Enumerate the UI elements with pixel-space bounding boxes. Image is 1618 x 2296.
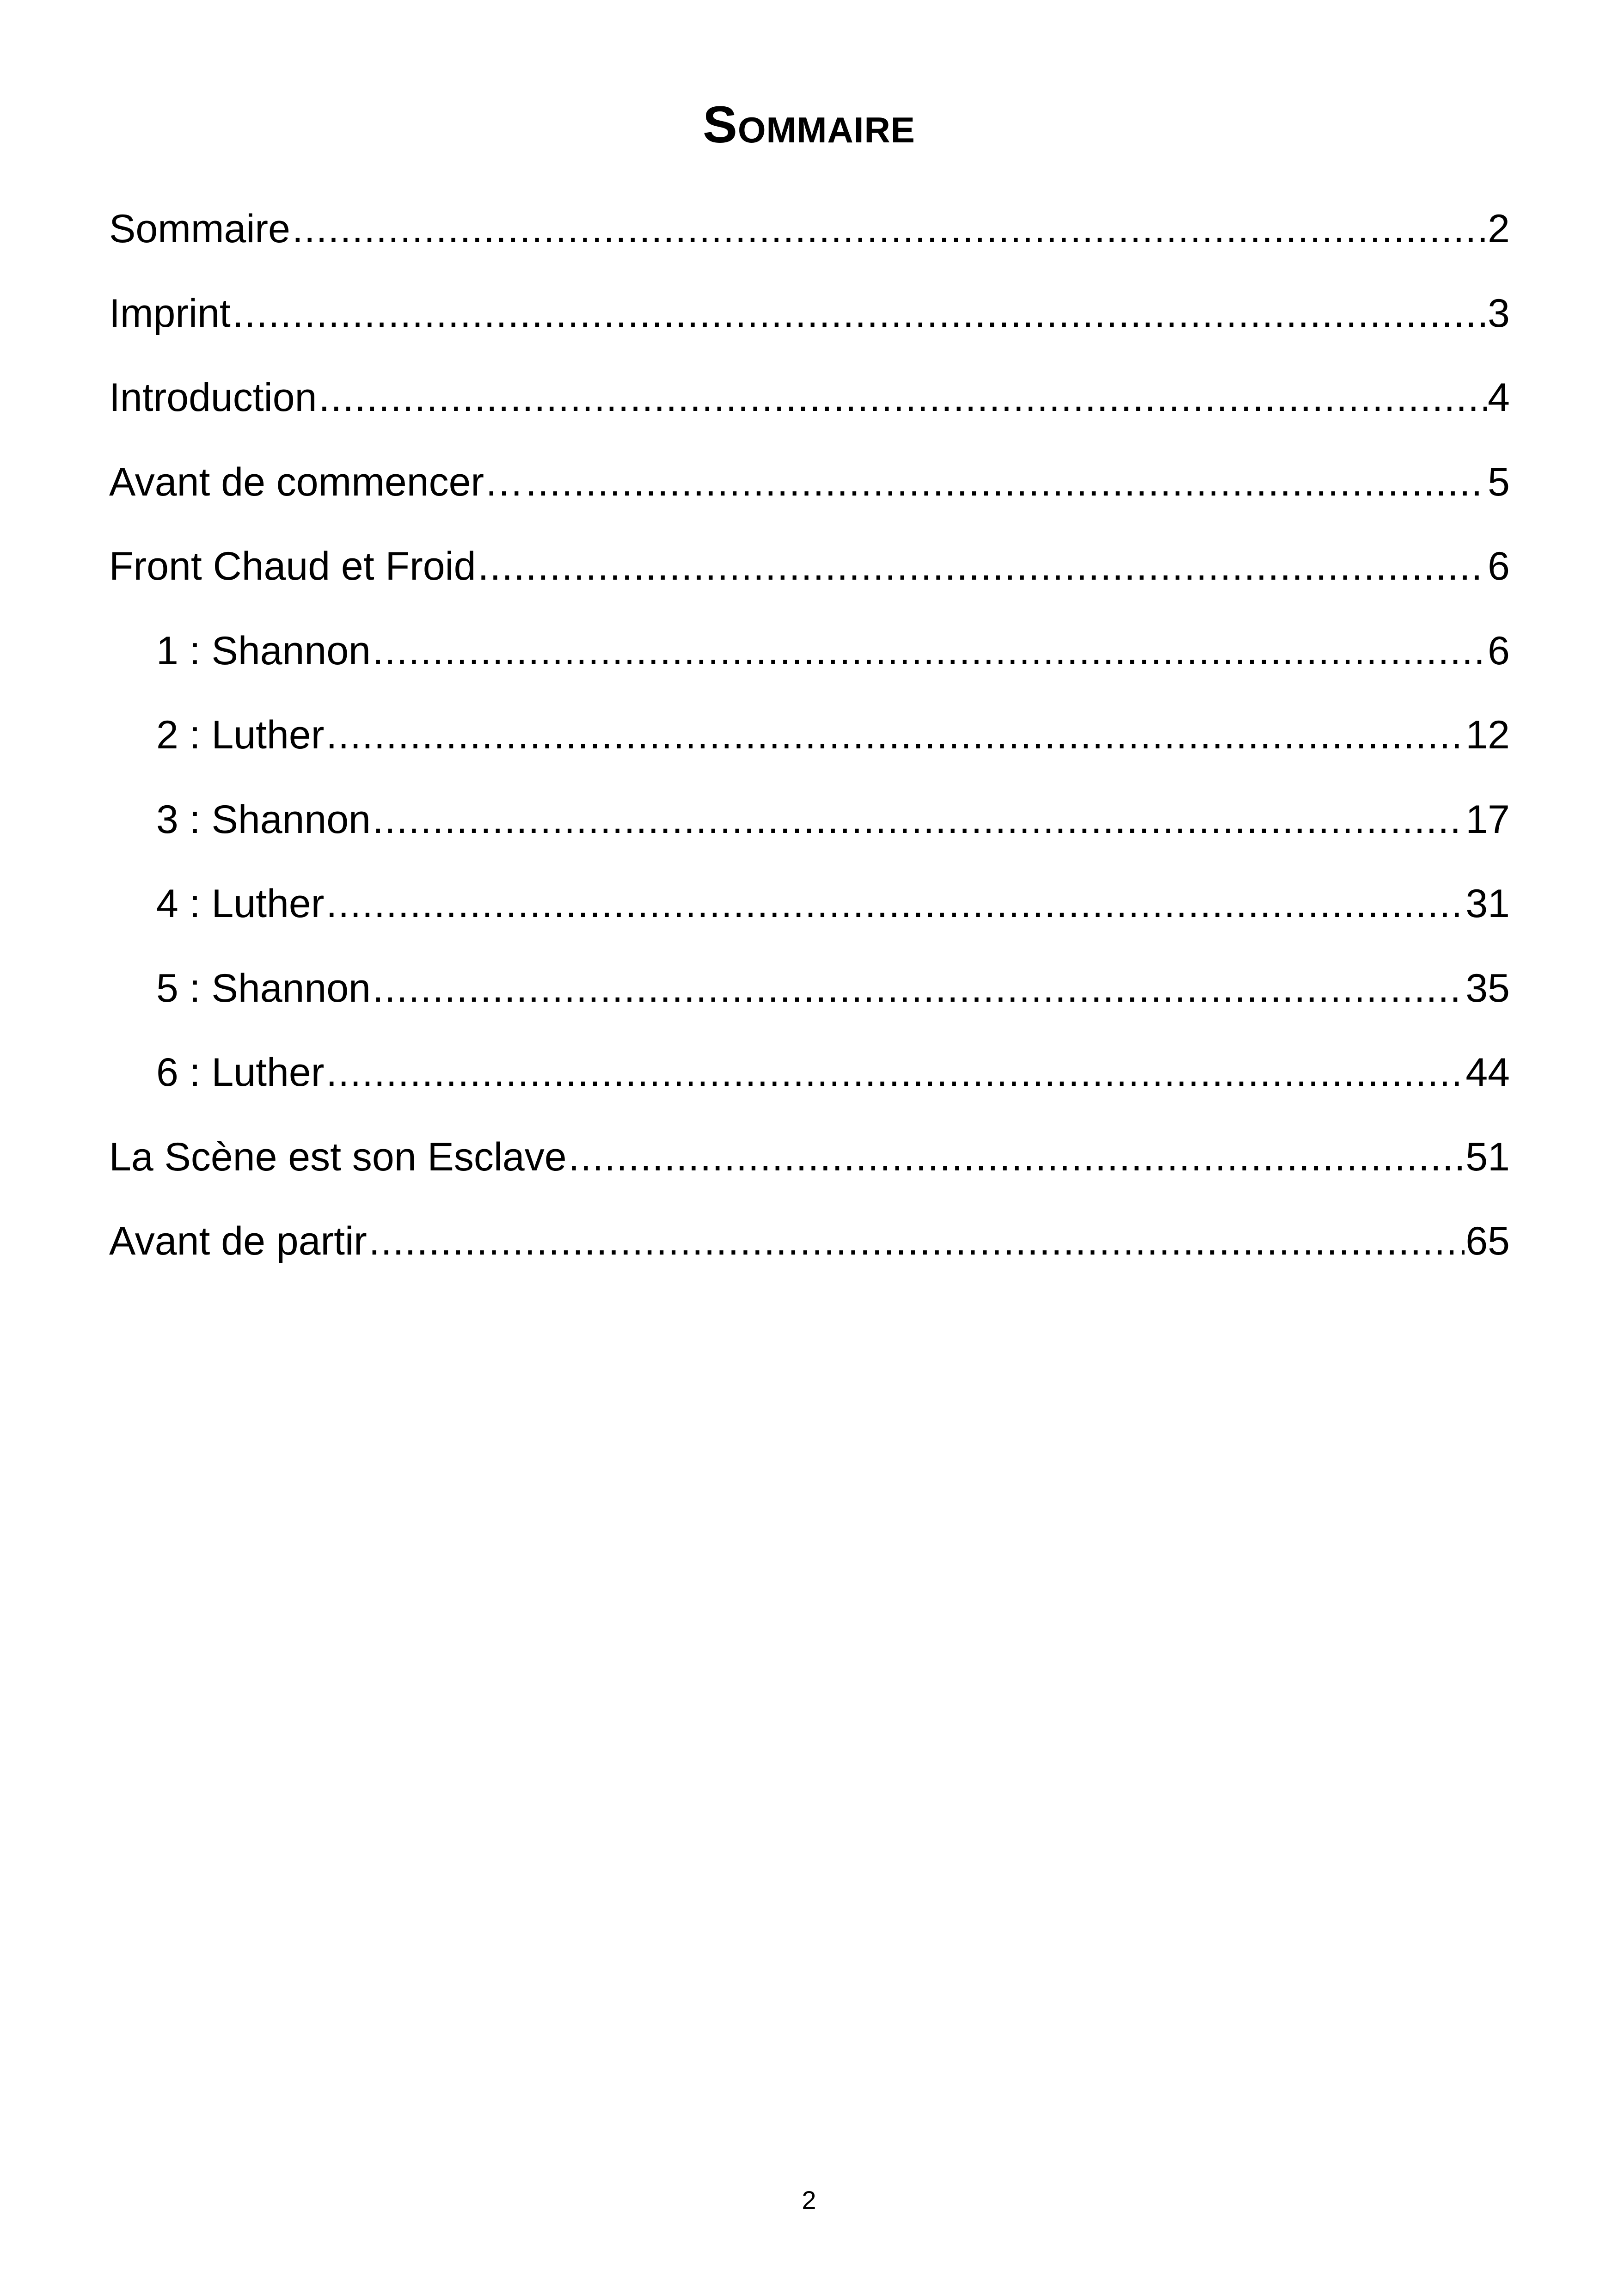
toc-entry-avant-de-partir[interactable] bbox=[109, 1213, 1510, 1298]
toc-entry-page: 3 bbox=[1488, 291, 1510, 336]
toc-entry-label: Introduction bbox=[109, 375, 317, 420]
toc-entry-label: Front Chaud et Froid bbox=[109, 544, 476, 588]
dot-leader bbox=[233, 286, 1487, 341]
dot-leader bbox=[369, 1213, 1465, 1269]
toc-entry-front-chaud-et-froid[interactable] bbox=[109, 539, 1510, 623]
dot-leader bbox=[326, 876, 1465, 931]
toc-entry-page: 35 bbox=[1465, 966, 1510, 1010]
toc-entry-label: 3 : Shannon bbox=[156, 797, 371, 842]
dot-leader bbox=[478, 539, 1487, 594]
toc-entry-sommaire[interactable] bbox=[109, 201, 1510, 286]
toc-entry-page: 4 bbox=[1488, 375, 1510, 420]
toc-entry-page: 12 bbox=[1465, 713, 1510, 757]
toc-entry-label: 2 : Luther bbox=[156, 713, 325, 757]
toc-entry-introduction[interactable] bbox=[109, 370, 1510, 454]
dot-leader bbox=[569, 1129, 1465, 1185]
dot-leader bbox=[292, 201, 1487, 257]
toc-entry-page: 44 bbox=[1465, 1050, 1510, 1095]
dot-leader bbox=[526, 454, 1487, 510]
toc-entry-page: 31 bbox=[1465, 882, 1510, 926]
toc-entry-la-scene-est-son-esclave[interactable] bbox=[109, 1129, 1510, 1214]
toc-entry-avant-de-commencer[interactable] bbox=[109, 454, 1510, 539]
toc-subentry-6-luther[interactable] bbox=[109, 1045, 1510, 1129]
dot-leader bbox=[326, 1045, 1465, 1100]
footer-page-number: 2 bbox=[802, 2186, 816, 2215]
toc-subentry-5-shannon[interactable] bbox=[109, 961, 1510, 1045]
toc-subentry-4-luther[interactable] bbox=[109, 876, 1510, 961]
toc-entry-page: 5 bbox=[1488, 459, 1510, 504]
toc-entry-page: 65 bbox=[1465, 1219, 1510, 1263]
dot-leader bbox=[373, 792, 1465, 847]
toc-subentry-1-shannon[interactable] bbox=[109, 623, 1510, 708]
toc-entry-label: 4 : Luther bbox=[156, 882, 325, 926]
toc-entry-label: La Scène est son Esclave bbox=[109, 1134, 567, 1179]
toc-subentry-3-shannon[interactable] bbox=[109, 792, 1510, 876]
toc-entry-label: 6 : Luther bbox=[156, 1050, 325, 1095]
dot-leader bbox=[326, 707, 1465, 763]
toc-entry-page: 51 bbox=[1465, 1134, 1510, 1179]
toc-entry-label: Sommaire bbox=[109, 207, 290, 251]
dot-leader bbox=[373, 961, 1465, 1016]
toc-entry-label: 5 : Shannon bbox=[156, 966, 371, 1010]
dot-leader bbox=[373, 623, 1487, 679]
page-title: Sommaire bbox=[703, 96, 915, 153]
toc-subentry-2-luther[interactable] bbox=[109, 707, 1510, 792]
toc-entry-label: Avant de partir bbox=[109, 1219, 367, 1263]
toc-entry-page: 17 bbox=[1465, 797, 1510, 842]
toc-entry-page: 6 bbox=[1488, 544, 1510, 588]
table-of-contents bbox=[109, 201, 1510, 1298]
dot-leader bbox=[319, 370, 1487, 425]
toc-entry-label: Imprint bbox=[109, 291, 231, 336]
toc-entry-page: 2 bbox=[1488, 207, 1510, 251]
toc-entry-page: 6 bbox=[1488, 628, 1510, 673]
toc-entry-imprint[interactable] bbox=[109, 286, 1510, 370]
toc-entry-label: 1 : Shannon bbox=[156, 628, 371, 673]
toc-entry-label: Avant de commencer… bbox=[109, 459, 524, 504]
